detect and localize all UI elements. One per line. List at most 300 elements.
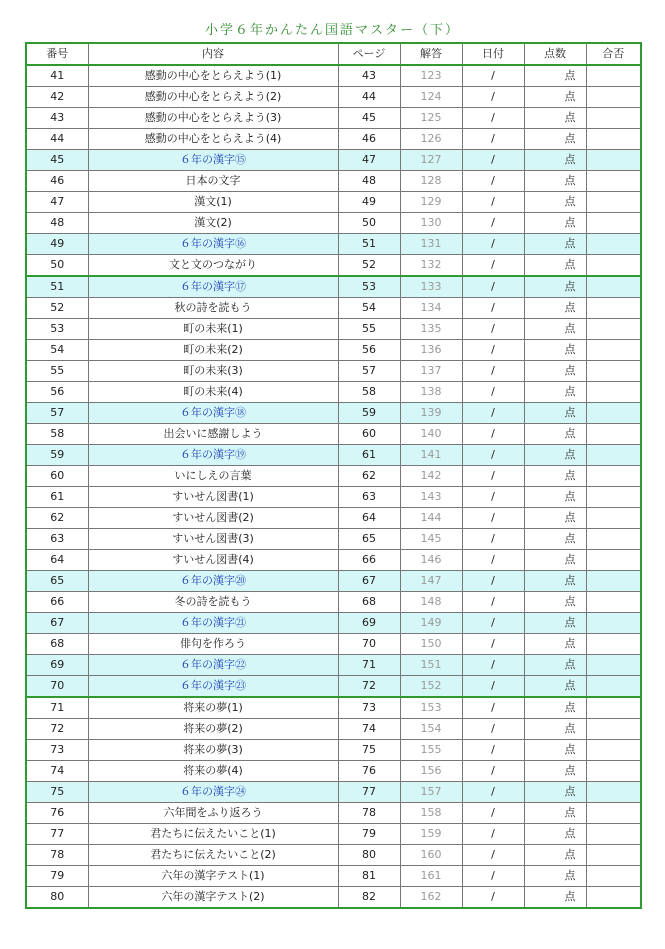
row-content: 将来の夢(4)	[88, 761, 338, 782]
row-score: 点	[524, 571, 586, 592]
row-page: 43	[338, 65, 400, 87]
row-pass	[586, 550, 641, 571]
table-row	[26, 719, 641, 740]
table-row	[26, 129, 641, 150]
row-pass	[586, 382, 641, 403]
row-answer-page: 128	[400, 171, 462, 192]
table-row	[26, 824, 641, 845]
row-date: /	[462, 592, 524, 613]
table-row	[26, 697, 641, 719]
row-content: 六年の漢字テスト(2)	[88, 887, 338, 909]
row-content: 君たちに伝えたいこと(2)	[88, 845, 338, 866]
row-page: 80	[338, 845, 400, 866]
row-pass	[586, 65, 641, 87]
row-pass	[586, 824, 641, 845]
row-content: 六年間をふり返ろう	[88, 803, 338, 824]
row-answer-page: 154	[400, 719, 462, 740]
row-answer-page: 124	[400, 87, 462, 108]
row-date: /	[462, 782, 524, 803]
row-number: 42	[26, 87, 88, 108]
row-number: 43	[26, 108, 88, 129]
table-row	[26, 529, 641, 550]
row-answer-page: 123	[400, 65, 462, 87]
row-date: /	[462, 445, 524, 466]
row-pass	[586, 782, 641, 803]
row-page: 66	[338, 550, 400, 571]
row-page: 48	[338, 171, 400, 192]
row-score: 点	[524, 445, 586, 466]
table-row	[26, 634, 641, 655]
row-date: /	[462, 319, 524, 340]
row-content: すいせん図書(4)	[88, 550, 338, 571]
table-row	[26, 761, 641, 782]
row-page: 46	[338, 129, 400, 150]
row-page: 54	[338, 298, 400, 319]
row-pass	[586, 655, 641, 676]
row-page: 81	[338, 866, 400, 887]
row-content: 感動の中心をとらえよう(3)	[88, 108, 338, 129]
row-number: 55	[26, 361, 88, 382]
row-number: 54	[26, 340, 88, 361]
row-score: 点	[524, 529, 586, 550]
row-score: 点	[524, 403, 586, 424]
row-score: 点	[524, 361, 586, 382]
row-answer-page: 125	[400, 108, 462, 129]
row-date: /	[462, 845, 524, 866]
row-score: 点	[524, 234, 586, 255]
row-number: 50	[26, 255, 88, 277]
row-answer-page: 138	[400, 382, 462, 403]
table-row	[26, 192, 641, 213]
row-answer-page: 126	[400, 129, 462, 150]
header-number: 番号	[26, 43, 88, 65]
table-row	[26, 655, 641, 676]
row-date: /	[462, 65, 524, 87]
row-date: /	[462, 824, 524, 845]
row-content: ６年の漢字㉓	[88, 676, 338, 698]
row-date: /	[462, 887, 524, 909]
row-pass	[586, 150, 641, 171]
table-body	[26, 65, 641, 908]
row-number: 66	[26, 592, 88, 613]
row-number: 47	[26, 192, 88, 213]
row-date: /	[462, 550, 524, 571]
row-date: /	[462, 697, 524, 719]
row-score: 点	[524, 550, 586, 571]
row-score: 点	[524, 613, 586, 634]
table-row	[26, 150, 641, 171]
row-content: ６年の漢字⑳	[88, 571, 338, 592]
table-row	[26, 382, 641, 403]
row-content: 町の未来(4)	[88, 382, 338, 403]
row-answer-page: 144	[400, 508, 462, 529]
row-answer-page: 127	[400, 150, 462, 171]
row-number: 46	[26, 171, 88, 192]
row-number: 74	[26, 761, 88, 782]
row-page: 47	[338, 150, 400, 171]
row-content: いにしえの言葉	[88, 466, 338, 487]
row-date: /	[462, 192, 524, 213]
table-row	[26, 340, 641, 361]
row-date: /	[462, 866, 524, 887]
row-date: /	[462, 508, 524, 529]
row-date: /	[462, 529, 524, 550]
row-score: 点	[524, 866, 586, 887]
table-row	[26, 424, 641, 445]
row-answer-page: 137	[400, 361, 462, 382]
row-number: 60	[26, 466, 88, 487]
row-score: 点	[524, 319, 586, 340]
row-pass	[586, 340, 641, 361]
row-content: すいせん図書(1)	[88, 487, 338, 508]
row-number: 41	[26, 65, 88, 87]
row-date: /	[462, 466, 524, 487]
row-score: 点	[524, 592, 586, 613]
row-answer-page: 155	[400, 740, 462, 761]
row-page: 51	[338, 234, 400, 255]
row-answer-page: 161	[400, 866, 462, 887]
row-date: /	[462, 676, 524, 698]
row-page: 69	[338, 613, 400, 634]
row-number: 58	[26, 424, 88, 445]
row-answer-page: 146	[400, 550, 462, 571]
row-page: 75	[338, 740, 400, 761]
row-date: /	[462, 234, 524, 255]
row-date: /	[462, 150, 524, 171]
row-pass	[586, 697, 641, 719]
row-page: 71	[338, 655, 400, 676]
row-content: ６年の漢字㉔	[88, 782, 338, 803]
table-row	[26, 403, 641, 424]
table-row	[26, 676, 641, 698]
row-content: 町の未来(3)	[88, 361, 338, 382]
table-row	[26, 65, 641, 87]
row-score: 点	[524, 276, 586, 298]
row-answer-page: 139	[400, 403, 462, 424]
row-pass	[586, 129, 641, 150]
row-page: 74	[338, 719, 400, 740]
row-pass	[586, 466, 641, 487]
row-score: 点	[524, 466, 586, 487]
progress-table	[25, 42, 642, 909]
row-score: 点	[524, 382, 586, 403]
row-date: /	[462, 761, 524, 782]
table-row	[26, 740, 641, 761]
table-row	[26, 319, 641, 340]
row-score: 点	[524, 150, 586, 171]
row-number: 62	[26, 508, 88, 529]
row-page: 45	[338, 108, 400, 129]
table-row	[26, 298, 641, 319]
row-answer-page: 136	[400, 340, 462, 361]
row-date: /	[462, 403, 524, 424]
table-row	[26, 887, 641, 909]
row-answer-page: 132	[400, 255, 462, 277]
row-score: 点	[524, 108, 586, 129]
row-number: 56	[26, 382, 88, 403]
row-answer-page: 142	[400, 466, 462, 487]
row-content: ６年の漢字⑲	[88, 445, 338, 466]
row-score: 点	[524, 487, 586, 508]
row-date: /	[462, 740, 524, 761]
row-number: 72	[26, 719, 88, 740]
row-answer-page: 131	[400, 234, 462, 255]
row-score: 点	[524, 508, 586, 529]
row-score: 点	[524, 255, 586, 277]
table-row	[26, 550, 641, 571]
row-page: 73	[338, 697, 400, 719]
row-page: 70	[338, 634, 400, 655]
row-score: 点	[524, 697, 586, 719]
table-row	[26, 361, 641, 382]
row-score: 点	[524, 171, 586, 192]
row-content: 漢文(1)	[88, 192, 338, 213]
header-score: 点数	[524, 43, 586, 65]
row-content: 感動の中心をとらえよう(1)	[88, 65, 338, 87]
table-row	[26, 171, 641, 192]
row-number: 78	[26, 845, 88, 866]
row-number: 76	[26, 803, 88, 824]
row-number: 64	[26, 550, 88, 571]
row-pass	[586, 676, 641, 698]
row-answer-page: 162	[400, 887, 462, 909]
row-pass	[586, 424, 641, 445]
row-answer-page: 158	[400, 803, 462, 824]
row-pass	[586, 319, 641, 340]
row-number: 61	[26, 487, 88, 508]
row-number: 59	[26, 445, 88, 466]
table-row	[26, 508, 641, 529]
row-pass	[586, 171, 641, 192]
row-pass	[586, 361, 641, 382]
row-page: 64	[338, 508, 400, 529]
row-answer-page: 151	[400, 655, 462, 676]
row-page: 50	[338, 213, 400, 234]
row-content: 文と文のつながり	[88, 255, 338, 277]
row-answer-page: 159	[400, 824, 462, 845]
row-answer-page: 157	[400, 782, 462, 803]
row-number: 53	[26, 319, 88, 340]
row-page: 65	[338, 529, 400, 550]
row-answer-page: 145	[400, 529, 462, 550]
row-page: 62	[338, 466, 400, 487]
table-row	[26, 782, 641, 803]
row-content: 秋の詩を読もう	[88, 298, 338, 319]
row-score: 点	[524, 824, 586, 845]
row-number: 77	[26, 824, 88, 845]
row-pass	[586, 487, 641, 508]
header-date: 日付	[462, 43, 524, 65]
row-number: 63	[26, 529, 88, 550]
row-answer-page: 147	[400, 571, 462, 592]
row-score: 点	[524, 65, 586, 87]
row-page: 79	[338, 824, 400, 845]
row-date: /	[462, 719, 524, 740]
row-pass	[586, 634, 641, 655]
row-score: 点	[524, 740, 586, 761]
row-content: 将来の夢(2)	[88, 719, 338, 740]
row-pass	[586, 866, 641, 887]
row-pass	[586, 529, 641, 550]
table-row	[26, 803, 641, 824]
row-score: 点	[524, 655, 586, 676]
row-pass	[586, 445, 641, 466]
row-date: /	[462, 108, 524, 129]
row-number: 79	[26, 866, 88, 887]
row-page: 60	[338, 424, 400, 445]
row-pass	[586, 108, 641, 129]
row-content: 俳句を作ろう	[88, 634, 338, 655]
row-number: 75	[26, 782, 88, 803]
row-number: 70	[26, 676, 88, 698]
row-pass	[586, 803, 641, 824]
row-page: 61	[338, 445, 400, 466]
page-title: 小学６年かんたん国語マスター（下）	[204, 23, 460, 38]
row-pass	[586, 213, 641, 234]
row-content: ６年の漢字㉑	[88, 613, 338, 634]
table-row	[26, 613, 641, 634]
row-date: /	[462, 129, 524, 150]
row-answer-page: 133	[400, 276, 462, 298]
row-score: 点	[524, 761, 586, 782]
row-content: 漢文(2)	[88, 213, 338, 234]
row-answer-page: 140	[400, 424, 462, 445]
row-page: 49	[338, 192, 400, 213]
row-score: 点	[524, 424, 586, 445]
table-row	[26, 866, 641, 887]
row-pass	[586, 592, 641, 613]
row-date: /	[462, 803, 524, 824]
row-score: 点	[524, 676, 586, 698]
row-score: 点	[524, 192, 586, 213]
row-date: /	[462, 655, 524, 676]
header-pass: 合否	[586, 43, 641, 65]
row-number: 80	[26, 887, 88, 909]
row-date: /	[462, 361, 524, 382]
row-content: 君たちに伝えたいこと(1)	[88, 824, 338, 845]
row-date: /	[462, 613, 524, 634]
row-pass	[586, 87, 641, 108]
row-date: /	[462, 255, 524, 277]
row-number: 44	[26, 129, 88, 150]
row-score: 点	[524, 845, 586, 866]
row-date: /	[462, 634, 524, 655]
row-content: 町の未来(1)	[88, 319, 338, 340]
row-page: 76	[338, 761, 400, 782]
row-content: ６年の漢字⑰	[88, 276, 338, 298]
row-score: 点	[524, 887, 586, 909]
row-answer-page: 156	[400, 761, 462, 782]
row-answer-page: 143	[400, 487, 462, 508]
row-answer-page: 153	[400, 697, 462, 719]
row-answer-page: 141	[400, 445, 462, 466]
row-page: 56	[338, 340, 400, 361]
table-row	[26, 592, 641, 613]
row-page: 78	[338, 803, 400, 824]
row-answer-page: 152	[400, 676, 462, 698]
row-score: 点	[524, 298, 586, 319]
row-content: ６年の漢字⑮	[88, 150, 338, 171]
row-pass	[586, 719, 641, 740]
row-pass	[586, 234, 641, 255]
row-number: 45	[26, 150, 88, 171]
row-page: 53	[338, 276, 400, 298]
row-number: 52	[26, 298, 88, 319]
row-content: 冬の詩を読もう	[88, 592, 338, 613]
row-date: /	[462, 171, 524, 192]
table-row	[26, 487, 641, 508]
row-pass	[586, 887, 641, 909]
row-content: ６年の漢字⑯	[88, 234, 338, 255]
row-score: 点	[524, 719, 586, 740]
row-date: /	[462, 487, 524, 508]
header-row	[26, 43, 641, 65]
table-row	[26, 255, 641, 277]
row-answer-page: 160	[400, 845, 462, 866]
row-page: 68	[338, 592, 400, 613]
row-number: 68	[26, 634, 88, 655]
row-number: 48	[26, 213, 88, 234]
row-date: /	[462, 571, 524, 592]
row-content: 感動の中心をとらえよう(4)	[88, 129, 338, 150]
row-date: /	[462, 298, 524, 319]
row-pass	[586, 403, 641, 424]
row-content: 感動の中心をとらえよう(2)	[88, 87, 338, 108]
row-page: 55	[338, 319, 400, 340]
row-pass	[586, 298, 641, 319]
row-content: すいせん図書(2)	[88, 508, 338, 529]
row-pass	[586, 276, 641, 298]
row-number: 69	[26, 655, 88, 676]
table-row	[26, 234, 641, 255]
table-row	[26, 571, 641, 592]
row-pass	[586, 740, 641, 761]
row-content: 将来の夢(3)	[88, 740, 338, 761]
row-pass	[586, 845, 641, 866]
row-number: 51	[26, 276, 88, 298]
row-date: /	[462, 382, 524, 403]
row-score: 点	[524, 213, 586, 234]
row-answer-page: 134	[400, 298, 462, 319]
row-score: 点	[524, 129, 586, 150]
row-content: すいせん図書(3)	[88, 529, 338, 550]
row-number: 67	[26, 613, 88, 634]
table-row	[26, 87, 641, 108]
row-content: 日本の文字	[88, 171, 338, 192]
row-page: 52	[338, 255, 400, 277]
row-answer-page: 130	[400, 213, 462, 234]
table-row	[26, 466, 641, 487]
row-score: 点	[524, 340, 586, 361]
row-page: 72	[338, 676, 400, 698]
row-score: 点	[524, 782, 586, 803]
row-pass	[586, 192, 641, 213]
row-page: 58	[338, 382, 400, 403]
row-page: 59	[338, 403, 400, 424]
row-page: 63	[338, 487, 400, 508]
row-pass	[586, 761, 641, 782]
row-score: 点	[524, 634, 586, 655]
row-date: /	[462, 424, 524, 445]
row-content: 将来の夢(1)	[88, 697, 338, 719]
table-row	[26, 213, 641, 234]
table-row	[26, 276, 641, 298]
table-row	[26, 845, 641, 866]
header-answer: 解答	[400, 43, 462, 65]
row-score: 点	[524, 87, 586, 108]
row-answer-page: 129	[400, 192, 462, 213]
table-row	[26, 108, 641, 129]
